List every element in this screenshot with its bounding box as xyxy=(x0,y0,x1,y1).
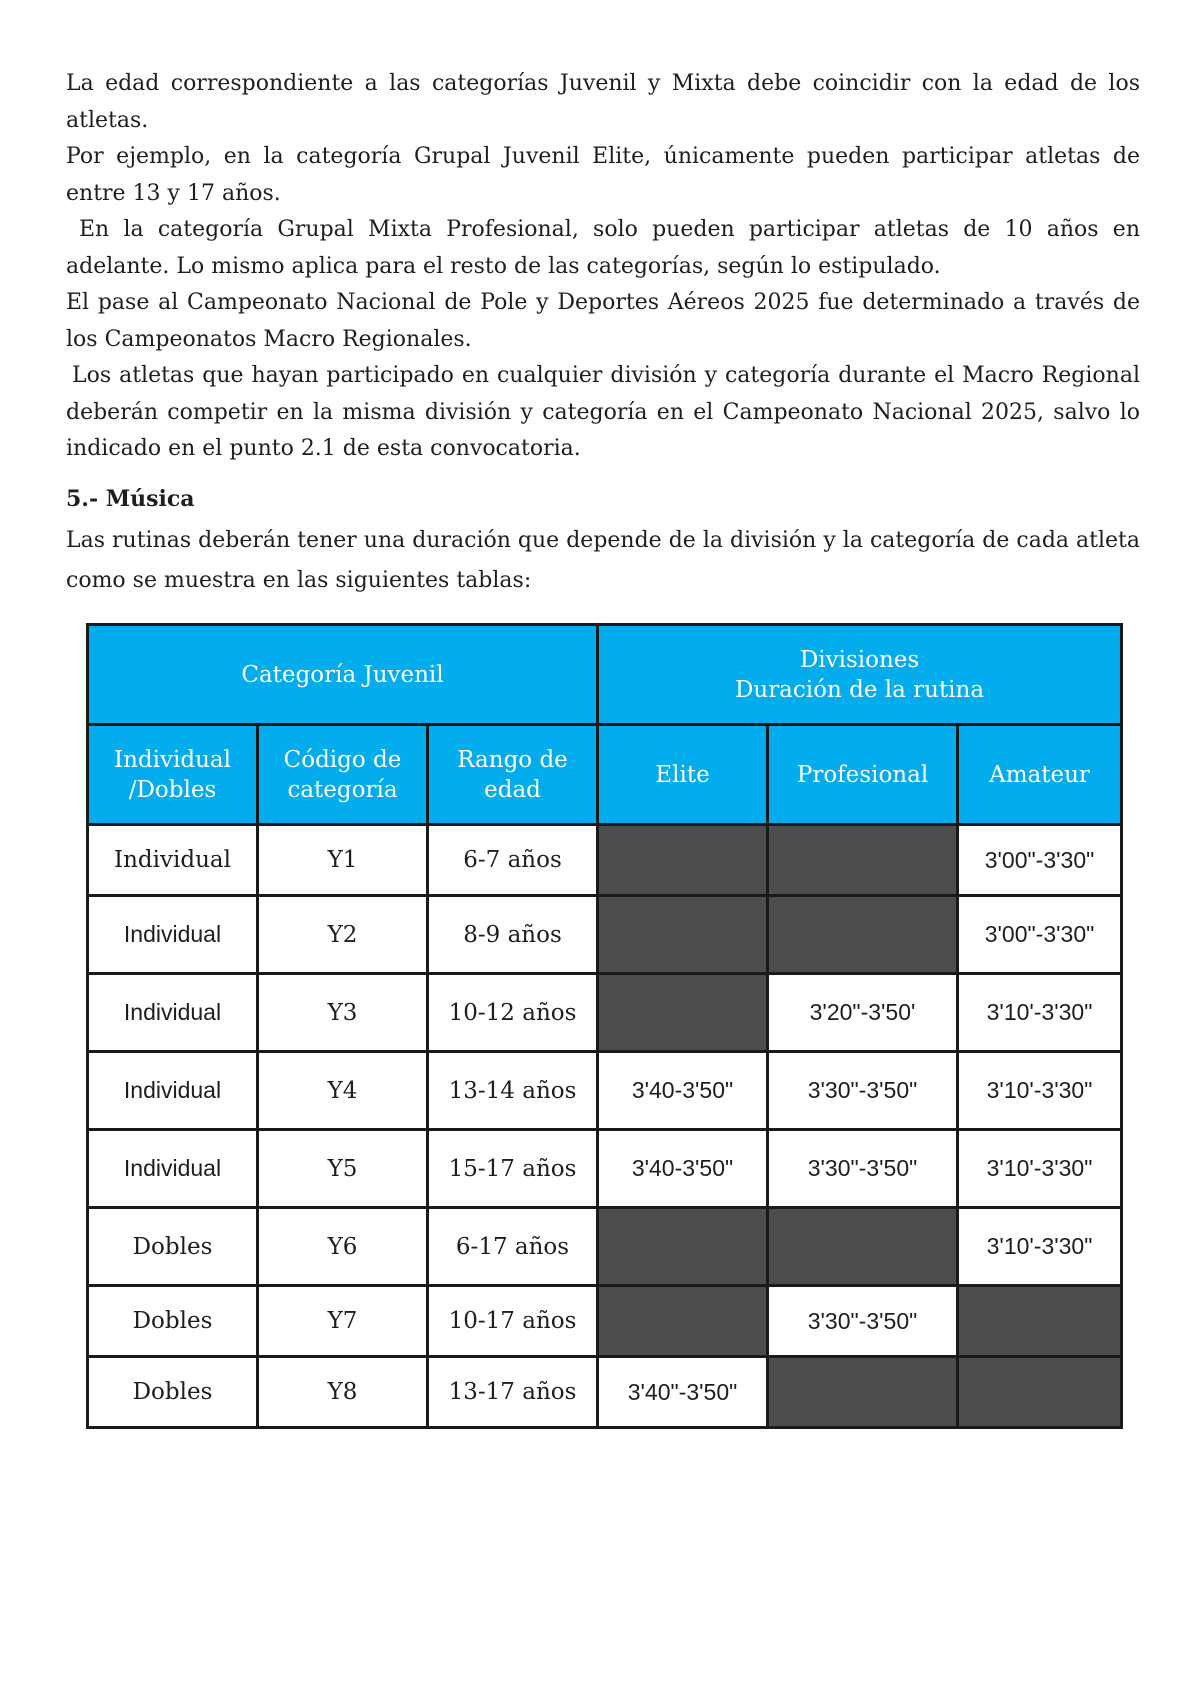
paragraph-division-rule: Los atletas que hayan participado en cualquier división y categoría durante el Macro Regional deberán competir en la misma división y categoría en el Campeonato Nacional 2025, salvo lo indicado en el punto 2.1 de esta convocatoria. xyxy=(66,363,1140,461)
section-title-musica: 5.- Música xyxy=(66,485,195,512)
cell-age: 13-17 años xyxy=(428,1357,598,1428)
table-row xyxy=(88,1208,1122,1286)
cell-elite: 3'40-3'50" xyxy=(598,1052,768,1130)
cell-age: 13-14 años xyxy=(428,1052,598,1130)
table-header-row-columns xyxy=(88,725,1122,825)
header-elite: Elite xyxy=(598,725,768,825)
cell-amateur-empty xyxy=(958,1357,1122,1428)
cell-age: 8-9 años xyxy=(428,896,598,974)
cell-elite: 3'40"-3'50" xyxy=(598,1357,768,1428)
header-codigo-categoria: Código de categoría xyxy=(258,725,428,825)
table-row xyxy=(88,1357,1122,1428)
cell-type: Individual xyxy=(88,825,258,896)
cell-elite-empty xyxy=(598,1286,768,1357)
cell-amateur: 3'10'-3'30" xyxy=(958,1052,1122,1130)
table-row xyxy=(88,974,1122,1052)
cell-code: Y8 xyxy=(258,1357,428,1428)
header-categoria-juvenil: Categoría Juvenil xyxy=(88,625,598,725)
cell-elite-empty xyxy=(598,825,768,896)
paragraph-age-rule: La edad correspondiente a las categorías Juvenil y Mixta debe coincidir con la edad de los atletas. xyxy=(66,71,1140,133)
header-divisiones-line1: Divisiones xyxy=(799,646,920,673)
cell-amateur: 3'00"-3'30" xyxy=(958,896,1122,974)
table-row xyxy=(88,825,1122,896)
table-row xyxy=(88,1130,1122,1208)
header-rango-edad: Rango de edad xyxy=(428,725,598,825)
cell-age: 10-17 años xyxy=(428,1286,598,1357)
section-intro: Las rutinas deberán tener una duración que depende de la división y la categoría de cada atleta como se muestra en las siguientes tablas: xyxy=(66,527,1140,593)
cell-type: Dobles xyxy=(88,1208,258,1286)
cell-age: 10-12 años xyxy=(428,974,598,1052)
cell-amateur: 3'10'-3'30" xyxy=(958,1130,1122,1208)
cell-elite-empty xyxy=(598,896,768,974)
cell-profesional-empty xyxy=(768,896,958,974)
cell-elite-empty xyxy=(598,974,768,1052)
header-profesional: Profesional xyxy=(768,725,958,825)
cell-profesional: 3'30"-3'50" xyxy=(768,1052,958,1130)
paragraph-example-juvenil: Por ejemplo, en la categoría Grupal Juvenil Elite, únicamente pueden participar atletas de entre 13 y 17 años. xyxy=(66,144,1140,206)
cell-code: Y1 xyxy=(258,825,428,896)
cell-amateur: 3'00"-3'30" xyxy=(958,825,1122,896)
cell-age: 6-17 años xyxy=(428,1208,598,1286)
cell-profesional-empty xyxy=(768,825,958,896)
header-divisiones xyxy=(598,625,1122,725)
cell-code: Y3 xyxy=(258,974,428,1052)
table-row xyxy=(88,896,1122,974)
header-individual-dobles: Individual /Dobles xyxy=(88,725,258,825)
header-amateur: Amateur xyxy=(958,725,1122,825)
cell-code: Y5 xyxy=(258,1130,428,1208)
cell-elite: 3'40-3'50" xyxy=(598,1130,768,1208)
paragraph-example-mixta: En la categoría Grupal Mixta Profesional, solo pueden participar atletas de 10 años en adelante. Lo mismo aplica para el resto de las categorías, según lo estipulado. xyxy=(66,217,1140,279)
cell-type: Dobles xyxy=(88,1286,258,1357)
cell-elite-empty xyxy=(598,1208,768,1286)
cell-code: Y6 xyxy=(258,1208,428,1286)
table-row xyxy=(88,1286,1122,1357)
cell-age: 15-17 años xyxy=(428,1130,598,1208)
cell-profesional: 3'20"-3'50' xyxy=(768,974,958,1052)
cell-type: Individual xyxy=(88,1130,258,1208)
cell-profesional: 3'30"-3'50" xyxy=(768,1130,958,1208)
cell-profesional: 3'30"-3'50" xyxy=(768,1286,958,1357)
cell-code: Y2 xyxy=(258,896,428,974)
header-divisiones-line2: Duración de la rutina xyxy=(734,676,985,703)
cell-type: Individual xyxy=(88,1052,258,1130)
routine-duration-table xyxy=(86,623,1123,1429)
table-row xyxy=(88,1052,1122,1130)
table-header-row-top xyxy=(88,625,1122,725)
cell-profesional-empty xyxy=(768,1208,958,1286)
cell-code: Y4 xyxy=(258,1052,428,1130)
cell-profesional-empty xyxy=(768,1357,958,1428)
cell-age: 6-7 años xyxy=(428,825,598,896)
cell-amateur: 3'10'-3'30" xyxy=(958,1208,1122,1286)
cell-type: Dobles xyxy=(88,1357,258,1428)
cell-code: Y7 xyxy=(258,1286,428,1357)
cell-type: Individual xyxy=(88,896,258,974)
document-body xyxy=(66,66,1140,601)
cell-amateur: 3'10'-3'30" xyxy=(958,974,1122,1052)
paragraph-qualification: El pase al Campeonato Nacional de Pole y Deportes Aéreos 2025 fue determinado a través de los Campeonatos Macro Regionales. xyxy=(66,290,1140,352)
cell-type: Individual xyxy=(88,974,258,1052)
cell-amateur-empty xyxy=(958,1286,1122,1357)
